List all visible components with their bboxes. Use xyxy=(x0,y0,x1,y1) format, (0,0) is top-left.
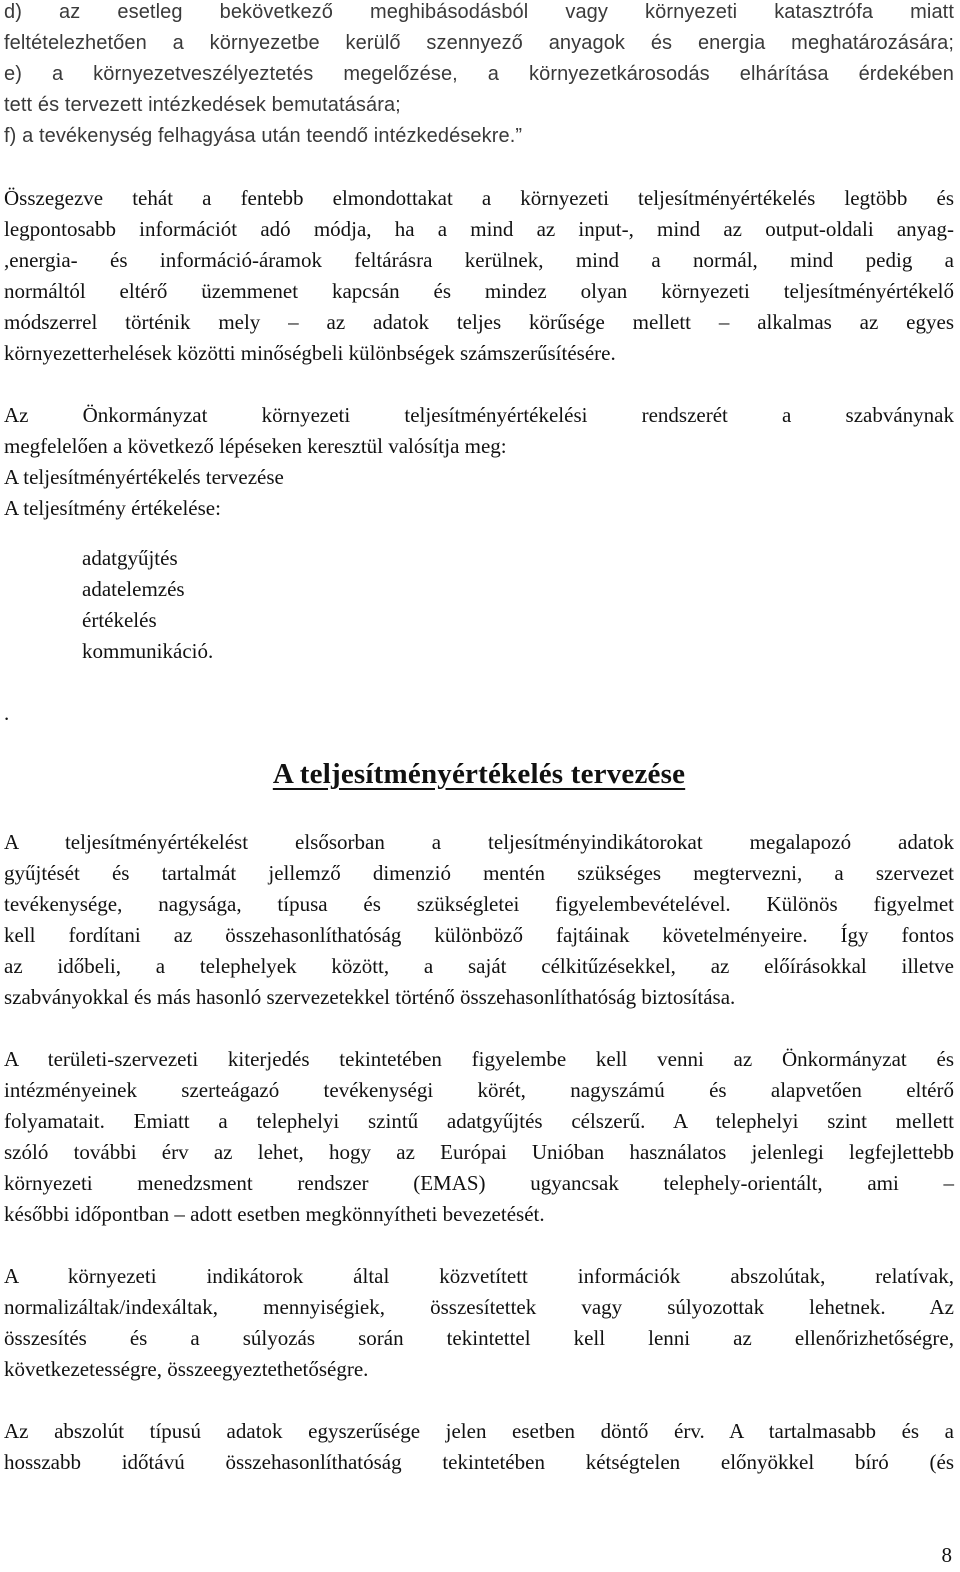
intro-line: f) a tevékenység felhagyása után teendő intézkedésekre.” xyxy=(4,125,523,147)
planning-paragraph-3 xyxy=(4,1261,954,1385)
paragraph-line: hosszabb időtávú összehasonlíthatóság tekintetében kétségtelen előnyökkel bíró (és xyxy=(4,1450,954,1474)
intro-line: tett és tervezett intézkedések bemutatására; xyxy=(4,94,401,116)
paragraph-line: kell fordítani az összehasonlíthatóság különböző fajtáinak követelményeire. Így fontos xyxy=(4,923,954,947)
paragraph-line: gyűjtését és tartalmát jellemző dimenzió mentén szükséges megtervezni, a szervezet xyxy=(4,861,954,885)
paragraph-line: környezeti menedzsment rendszer (EMAS) ugyancsak telephely-orientált, ami – xyxy=(4,1171,954,1195)
paragraph-line: Az abszolút típusú adatok egyszerűsége jelen esetben döntő érv. A tartalmasabb és a xyxy=(4,1419,954,1443)
paragraph-line: következetességre, összeegyeztethetőségre. xyxy=(4,1357,369,1381)
paragraph-line: A területi-szervezeti kiterjedés tekintetében figyelembe kell venni az Önkormányzat és xyxy=(4,1047,954,1071)
summary-line: legpontosabb információt adó módja, ha a mind az input-, mind az output-oldali anyag- xyxy=(4,217,954,241)
paragraph-line: folyamatait. Emiatt a telephelyi szintű adatgyűjtés célszerű. A telephelyi szint mellett xyxy=(4,1109,954,1133)
paragraph-line: tevékenysége, nagysága, típusa és szükségletei figyelembevételével. Különös figyelmet xyxy=(4,892,954,916)
list-item: kommunikáció. xyxy=(82,639,214,663)
paragraph-line: intézményeinek szerteágazó tevékenységi körét, nagyszámú és alapvetően eltérő xyxy=(4,1078,954,1102)
steps-intro-line: Az Önkormányzat környezeti teljesítményértékelési rendszerét a szabványnak xyxy=(4,403,954,427)
list-item: adatgyűjtés xyxy=(82,546,178,570)
planning-paragraph-2 xyxy=(4,1044,954,1230)
summary-line: környezetterhelések közötti minőségbeli különbségek számszerűsítésére. xyxy=(4,341,616,365)
steps-paragraph xyxy=(4,400,954,524)
summary-line: módszerrel történik mely – az adatok teljes körűsége mellett – alkalmas az egyes xyxy=(4,310,954,334)
paragraph-line: későbbi időpontban – adott esetben megkönnyítheti bevezetését. xyxy=(4,1202,545,1226)
stray-dot: . xyxy=(4,701,10,725)
summary-line: Összegezve tehát a fentebb elmondottakat a környezeti teljesítményértékelés legtöbb és xyxy=(4,186,954,210)
summary-paragraph xyxy=(4,183,954,369)
page-number: 8 xyxy=(941,1543,952,1567)
steps-intro-line: megfelelően a következő lépéseken keresztül valósítja meg: xyxy=(4,434,507,458)
section-title: A teljesítményértékelés tervezése xyxy=(272,758,686,790)
evaluation-items xyxy=(82,543,954,667)
intro-line: feltételezhetően a környezetbe kerülő szennyező anyagok és energia meghatározására; xyxy=(4,32,954,54)
paragraph-line: A környezeti indikátorok által közvetített információk abszolútak, relatívak, xyxy=(4,1264,954,1288)
paragraph-line: az időbeli, a telephelyek között, a saját célkitűzésekkel, az előírásokkal illetve xyxy=(4,954,954,978)
intro-line: d) az esetleg bekövetkező meghibásodásból vagy környezeti katasztrófa miatt xyxy=(4,1,954,23)
paragraph-line: összesítés és a súlyozás során tekintettel kell lenni az ellenőrizhetőségre, xyxy=(4,1326,954,1350)
list-item: értékelés xyxy=(82,608,157,632)
step-evaluation: A teljesítmény értékelése: xyxy=(4,496,221,520)
planning-paragraph-4 xyxy=(4,1416,954,1478)
step-planning: A teljesítményértékelés tervezése xyxy=(4,465,284,489)
paragraph-line: A teljesítményértékelést elsősorban a teljesítményindikátorokat megalapozó adatok xyxy=(4,830,954,854)
planning-paragraph-1 xyxy=(4,827,954,1013)
intro-list xyxy=(4,0,954,152)
document-page xyxy=(4,0,954,1478)
summary-line: normáltól eltérő üzemmenet kapcsán és mindez olyan környezeti teljesítményértékelő xyxy=(4,279,954,303)
summary-line: ,energia- és információ-áramok feltárásra kerülnek, mind a normál, mind pedig a xyxy=(4,248,954,272)
paragraph-line: normalizáltak/indexáltak, mennyiségiek, összesítettek vagy súlyozottak lehetnek. Az xyxy=(4,1295,954,1319)
paragraph-line: szabványokkal és más hasonló szervezetekkel történő összehasonlíthatóság biztosítása. xyxy=(4,985,736,1009)
list-item: adatelemzés xyxy=(82,577,185,601)
intro-line: e) a környezetveszélyeztetés megelőzése, a környezetkárosodás elhárítása érdekében xyxy=(4,63,954,85)
paragraph-line: szóló további érv az lehet, hogy az Európai Unióban használatos jelenlegi legfejlettebb xyxy=(4,1140,954,1164)
